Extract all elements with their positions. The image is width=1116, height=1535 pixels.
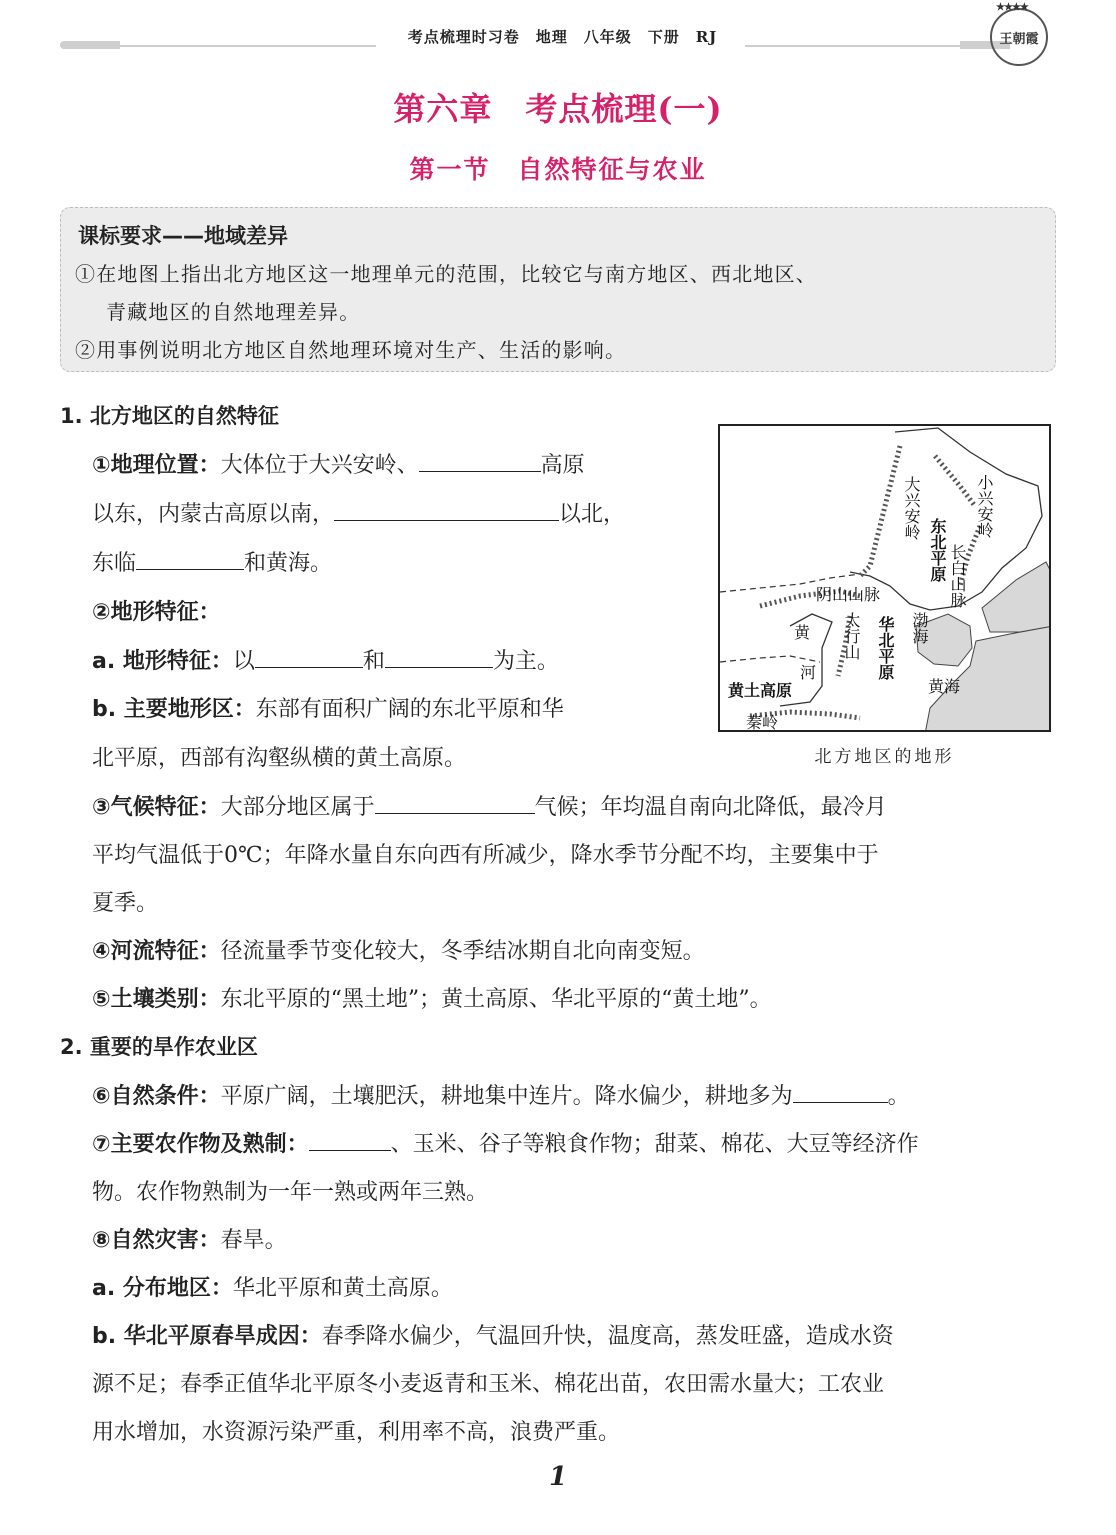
label-xiaoxinganling: 小兴安岭 (975, 474, 994, 538)
logo-stars: ★★★★ (996, 2, 1028, 13)
soil-text: 东北平原的“黑土地”；黄土高原、华北平原的“黄土地”。 (220, 987, 772, 1012)
curriculum-requirements-box (60, 207, 1056, 372)
river-text: 径流量季节变化较大，冬季结冰期自北向南变短。 (220, 939, 705, 964)
section-title: 第一节 自然特征与农业 (409, 155, 707, 184)
distribution-text: 华北平原和黄土高原。 (232, 1276, 453, 1301)
header-rule-right (745, 45, 960, 47)
climate-label: ③气候特征： (92, 795, 221, 820)
crops-label: ⑦主要农作物及熟制： (92, 1132, 309, 1157)
label-he: 河 (800, 663, 817, 682)
answer-blank[interactable] (385, 649, 493, 668)
answer-blank[interactable] (334, 502, 559, 521)
map-caption: 北方地区的地形 (814, 747, 955, 767)
drought-cause-text-1: 春季降水偏少，气温回升快，温度高，蒸发旺盛，造成水资 (321, 1324, 894, 1349)
natural-conditions-line (92, 1079, 910, 1110)
label-bohai: 渤海 (910, 612, 929, 644)
requirement-line-3: ②用事例说明北方地区自然地理环境对生产、生活的影响。 (75, 338, 627, 362)
distribution-label: a. 分布地区： (92, 1276, 233, 1301)
natural-conditions-label: ⑥自然条件： (92, 1084, 221, 1109)
crops-line-1 (92, 1127, 919, 1158)
requirements-heading: 课标要求——地域差异 (78, 224, 288, 248)
header-rule-left (118, 45, 376, 47)
soil-line (92, 982, 772, 1013)
page-header (0, 26, 1116, 52)
terrain-text-3: 为主。 (492, 649, 559, 674)
header-bar-left (60, 41, 120, 49)
location-text-d: 以北， (559, 502, 626, 527)
location-text-f: 和黄海。 (244, 551, 333, 576)
river-label: ④河流特征： (92, 939, 221, 964)
crops-line-2: 物。农作物熟制为一年一熟或两年三熟。 (92, 1180, 489, 1205)
page-number: 1 (548, 1462, 568, 1492)
disaster-text: 春旱。 (220, 1228, 287, 1253)
daxinganling-range (860, 446, 900, 576)
drought-cause-line-3: 用水增加，水资源污染严重，利用率不高，浪费严重。 (92, 1420, 621, 1445)
label-taihang: 太行山 (842, 612, 861, 660)
distribution-line (92, 1271, 453, 1302)
soil-label: ⑤土壤类别： (92, 987, 221, 1012)
answer-blank[interactable] (793, 1084, 888, 1103)
label-huabei-plain: 华北平原 (876, 616, 895, 680)
natural-conditions-end: 。 (887, 1084, 910, 1109)
disaster-label: ⑧自然灾害： (92, 1228, 221, 1253)
location-label: ①地理位置： (92, 453, 221, 478)
drought-cause-label: b. 华北平原春旱成因： (92, 1324, 322, 1349)
river-line (92, 934, 705, 965)
requirement-line-2: 青藏地区的自然地理差异。 (106, 300, 361, 324)
location-text-a: 大体位于大兴安岭、 (220, 453, 419, 478)
xiaoxinganling-range (935, 456, 975, 506)
drought-cause-line-1 (92, 1319, 894, 1350)
label-changbai: 长白山脉 (948, 544, 967, 608)
location-text-b: 高原 (540, 453, 585, 478)
terrain-text-2: 和 (362, 649, 385, 674)
terrain-heading (92, 595, 221, 626)
location-line-3 (92, 546, 332, 577)
answer-blank[interactable] (255, 649, 363, 668)
climate-text-2: 气候；年均温自南向北降低，最冷月 (534, 795, 887, 820)
korea-peninsula-area (982, 562, 1051, 632)
climate-line-3: 夏季。 (92, 891, 159, 916)
label-yinshan: 阴山山脉 (816, 585, 881, 604)
section-1-heading: 1. 北方地区的自然特征 (60, 404, 279, 428)
label-daxinganling: 大兴安岭 (902, 476, 921, 540)
drought-cause-line-2: 源不足；春季正值华北平原冬小麦返青和玉米、棉花出苗，农田需水量大；工农业 (92, 1372, 885, 1397)
climate-line-2: 平均气温低于0℃；年降水量自东向西有所减少，降水季节分配不均，主要集中于 (92, 843, 879, 868)
label-huang: 黄 (794, 623, 811, 642)
label-qinling: 秦岭 (746, 713, 779, 732)
label-dongbei-plain: 东北平原 (928, 518, 947, 582)
location-line-2 (92, 497, 625, 528)
crops-text-1: 、玉米、谷子等粮食作物；甜菜、棉花、大豆等经济作 (390, 1132, 919, 1157)
location-line-1 (92, 448, 585, 479)
publisher-logo (990, 2, 1048, 66)
header-text: 考点梳理时习卷 地理 八年级 下册 RJ (407, 28, 718, 46)
answer-blank[interactable] (375, 795, 535, 814)
label-huangtu-plateau: 黄土高原 (728, 681, 793, 700)
location-text-e: 东临 (92, 551, 137, 576)
terrain-feature-line (92, 644, 559, 675)
landform-line-1 (92, 692, 564, 723)
landform-text-1: 东部有面积广阔的东北平原和华 (255, 697, 564, 722)
terrain-feature-label: a. 地形特征： (92, 649, 233, 674)
answer-blank[interactable] (309, 1132, 391, 1151)
answer-blank[interactable] (136, 551, 244, 570)
label-huanghai: 黄海 (928, 677, 961, 696)
location-text-c: 以东，内蒙古高原以南， (92, 502, 335, 527)
climate-text-1: 大部分地区属于 (220, 795, 375, 820)
section-2-heading: 2. 重要的旱作农业区 (60, 1035, 258, 1059)
terrain-text-1: 以 (232, 649, 255, 674)
requirement-line-1: ①在地图上指出北方地区这一地理单元的范围，比较它与南方地区、西北地区、 (75, 262, 817, 286)
disaster-line (92, 1223, 287, 1254)
terrain-label: ②地形特征： (92, 600, 221, 625)
answer-blank[interactable] (419, 453, 541, 472)
landform-label: b. 主要地形区： (92, 697, 256, 722)
landform-line-2: 北平原，西部有沟壑纵横的黄土高原。 (92, 746, 467, 771)
natural-conditions-text: 平原广阔，土壤肥沃，耕地集中连片。降水偏少，耕地多为 (220, 1084, 793, 1109)
climate-line-1 (92, 790, 887, 821)
logo-text: 王朝霞 (999, 31, 1039, 47)
northern-region-terrain-map (718, 424, 1051, 732)
chapter-title: 第六章 考点梳理(一) (393, 90, 723, 128)
